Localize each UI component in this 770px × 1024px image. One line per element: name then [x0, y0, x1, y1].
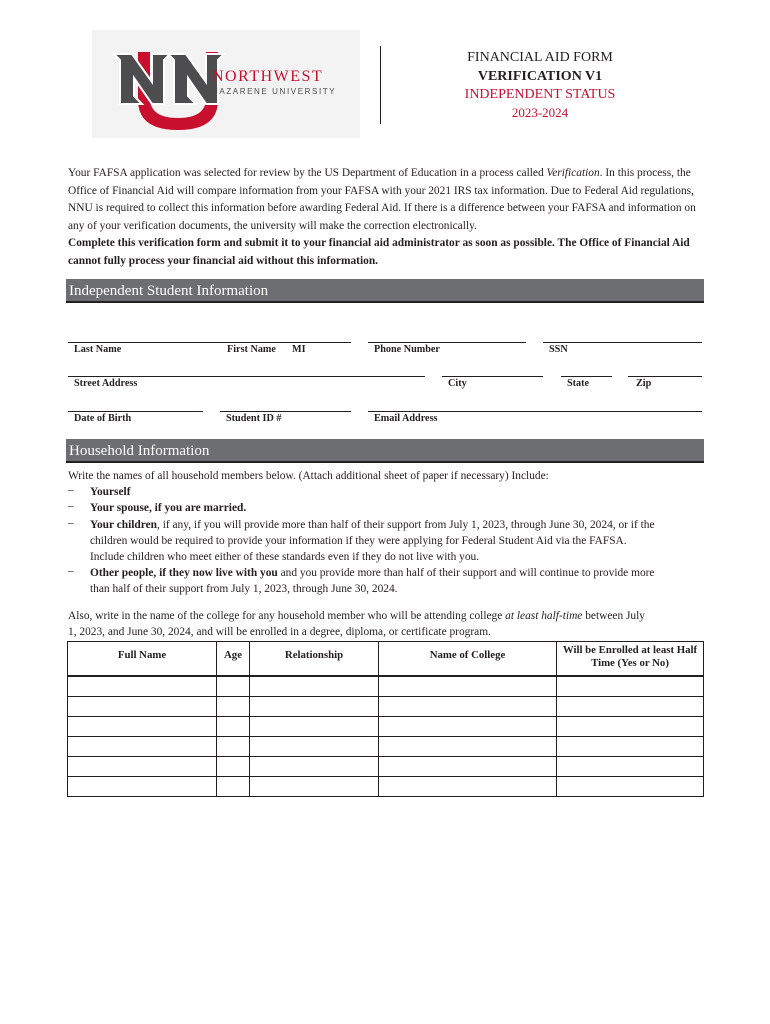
relationship-cell[interactable] [250, 737, 379, 757]
col-header-relationship: Relationship [250, 642, 379, 677]
relationship-cell[interactable] [250, 757, 379, 777]
intro-paragraph: Your FAFSA application was selected for review by the US Department of Education in a process called Verification. In this process, the Office of Financial Aid will compare information from your FAFSA with your 2021 IRS tax information. Due to Federal Aid regulations, NNU is required to collect this information before awarding Federal Aid. If there is a difference between your FAFSA and information on any of your verification documents, the university will make the correction electronically. [68, 167, 696, 232]
col-header-full-name: Full Name [68, 642, 217, 677]
enrolled-cell[interactable] [557, 697, 704, 717]
college-cell[interactable] [379, 717, 557, 737]
dob-label: Date of Birth [74, 413, 132, 424]
table-row [68, 777, 704, 797]
table-header-row [68, 642, 704, 677]
bullet-other-people-line2: than half of their support from July 1, 2023, through June 30, 2024. [90, 583, 398, 595]
first-name-label: First Name [227, 344, 276, 355]
zip-label: Zip [636, 378, 652, 389]
header-divider [380, 46, 381, 124]
city-label: City [448, 378, 467, 389]
phone-label: Phone Number [374, 344, 440, 355]
bullet-spouse: Your spouse, if you are married. [90, 502, 247, 514]
form-status: INDEPENDENT STATUS [464, 87, 616, 102]
relationship-cell[interactable] [250, 777, 379, 797]
ssn-label: SSN [549, 344, 568, 355]
intro-instructions: Complete this verification form and submit it to your financial aid administrator as soon as possible. The Office of Financial Aid cannot fully process your financial aid without this information. [68, 237, 690, 267]
mi-label: MI [292, 344, 306, 355]
dob-field-line[interactable] [68, 411, 203, 412]
college-cell[interactable] [379, 697, 557, 717]
dash-icon: – [68, 484, 74, 496]
bullet-children: Your children, if any, if you will provide more than half of their support from July 1, 2023, through June 30, 2024, or if the [90, 519, 655, 531]
full-name-cell[interactable] [68, 737, 217, 757]
bullet-yourself: Yourself [90, 486, 131, 498]
form-year: 2023-2024 [511, 105, 569, 120]
university-logo [92, 30, 360, 138]
student-id-label: Student ID # [226, 413, 282, 424]
section-header-household: Household Information [66, 439, 704, 463]
enrolled-cell[interactable] [557, 777, 704, 797]
section-header-student: Independent Student Information [66, 279, 704, 303]
dash-icon: – [68, 517, 74, 529]
student-id-field-line[interactable] [220, 411, 351, 412]
email-field-line[interactable] [368, 411, 702, 412]
household-instructions: Write the names of all household members below. (Attach additional sheet of paper if necessary) Include: [68, 470, 549, 482]
name-field-line[interactable] [68, 342, 351, 343]
age-cell[interactable] [217, 737, 250, 757]
table-row [68, 697, 704, 717]
city-field-line[interactable] [442, 376, 543, 377]
age-cell[interactable] [217, 757, 250, 777]
bullet-children-line2: children would be required to provide your information if they were applying for Federal Student Aid via the FAFSA. [90, 535, 627, 547]
college-cell[interactable] [379, 676, 557, 697]
logo-wordmark-northwest: NORTHWEST [212, 68, 324, 85]
age-cell[interactable] [217, 697, 250, 717]
form-title: FINANCIAL AID FORM [467, 50, 613, 65]
state-field-line[interactable] [561, 376, 612, 377]
college-cell[interactable] [379, 737, 557, 757]
age-cell[interactable] [217, 717, 250, 737]
enrolled-cell[interactable] [557, 717, 704, 737]
enrolled-cell[interactable] [557, 676, 704, 697]
form-subtitle: VERIFICATION V1 [477, 69, 603, 84]
logo-wordmark-nazarene: NAZARENE UNIVERSITY [212, 87, 337, 96]
full-name-cell[interactable] [68, 676, 217, 697]
ssn-field-line[interactable] [543, 342, 702, 343]
age-cell[interactable] [217, 676, 250, 697]
bullet-other-people: Other people, if they now live with you and you provide more than half of their support and will continue to provide more [90, 567, 655, 579]
phone-field-line[interactable] [368, 342, 526, 343]
zip-field-line[interactable] [628, 376, 702, 377]
table-row [68, 757, 704, 777]
table-row [68, 737, 704, 757]
state-label: State [567, 378, 590, 389]
col-header-enrolled: Will be Enrolled at least Half Time (Yes or No) [557, 642, 704, 677]
full-name-cell[interactable] [68, 757, 217, 777]
dash-icon: – [68, 500, 74, 512]
last-name-label: Last Name [74, 344, 122, 355]
college-note: Also, write in the name of the college for any household member who will be attending college at least half-time between July [68, 610, 645, 622]
full-name-cell[interactable] [68, 717, 217, 737]
email-label: Email Address [374, 413, 438, 424]
relationship-cell[interactable] [250, 717, 379, 737]
bullet-children-line3: Include children who meet either of these standards even if they do not live with you. [90, 551, 480, 563]
enrolled-cell[interactable] [557, 757, 704, 777]
college-cell[interactable] [379, 757, 557, 777]
street-label: Street Address [74, 378, 138, 389]
full-name-cell[interactable] [68, 697, 217, 717]
col-header-college: Name of College [379, 642, 557, 677]
college-note-line2: 1, 2023, and June 30, 2024, and will be enrolled in a degree, diploma, or certificate program. [68, 626, 491, 638]
college-cell[interactable] [379, 777, 557, 797]
street-field-line[interactable] [68, 376, 425, 377]
table-row [68, 717, 704, 737]
full-name-cell[interactable] [68, 777, 217, 797]
table-row [68, 676, 704, 697]
age-cell[interactable] [217, 777, 250, 797]
relationship-cell[interactable] [250, 676, 379, 697]
relationship-cell[interactable] [250, 697, 379, 717]
enrolled-cell[interactable] [557, 737, 704, 757]
dash-icon: – [68, 565, 74, 577]
household-table [67, 641, 704, 797]
col-header-age: Age [217, 642, 250, 677]
